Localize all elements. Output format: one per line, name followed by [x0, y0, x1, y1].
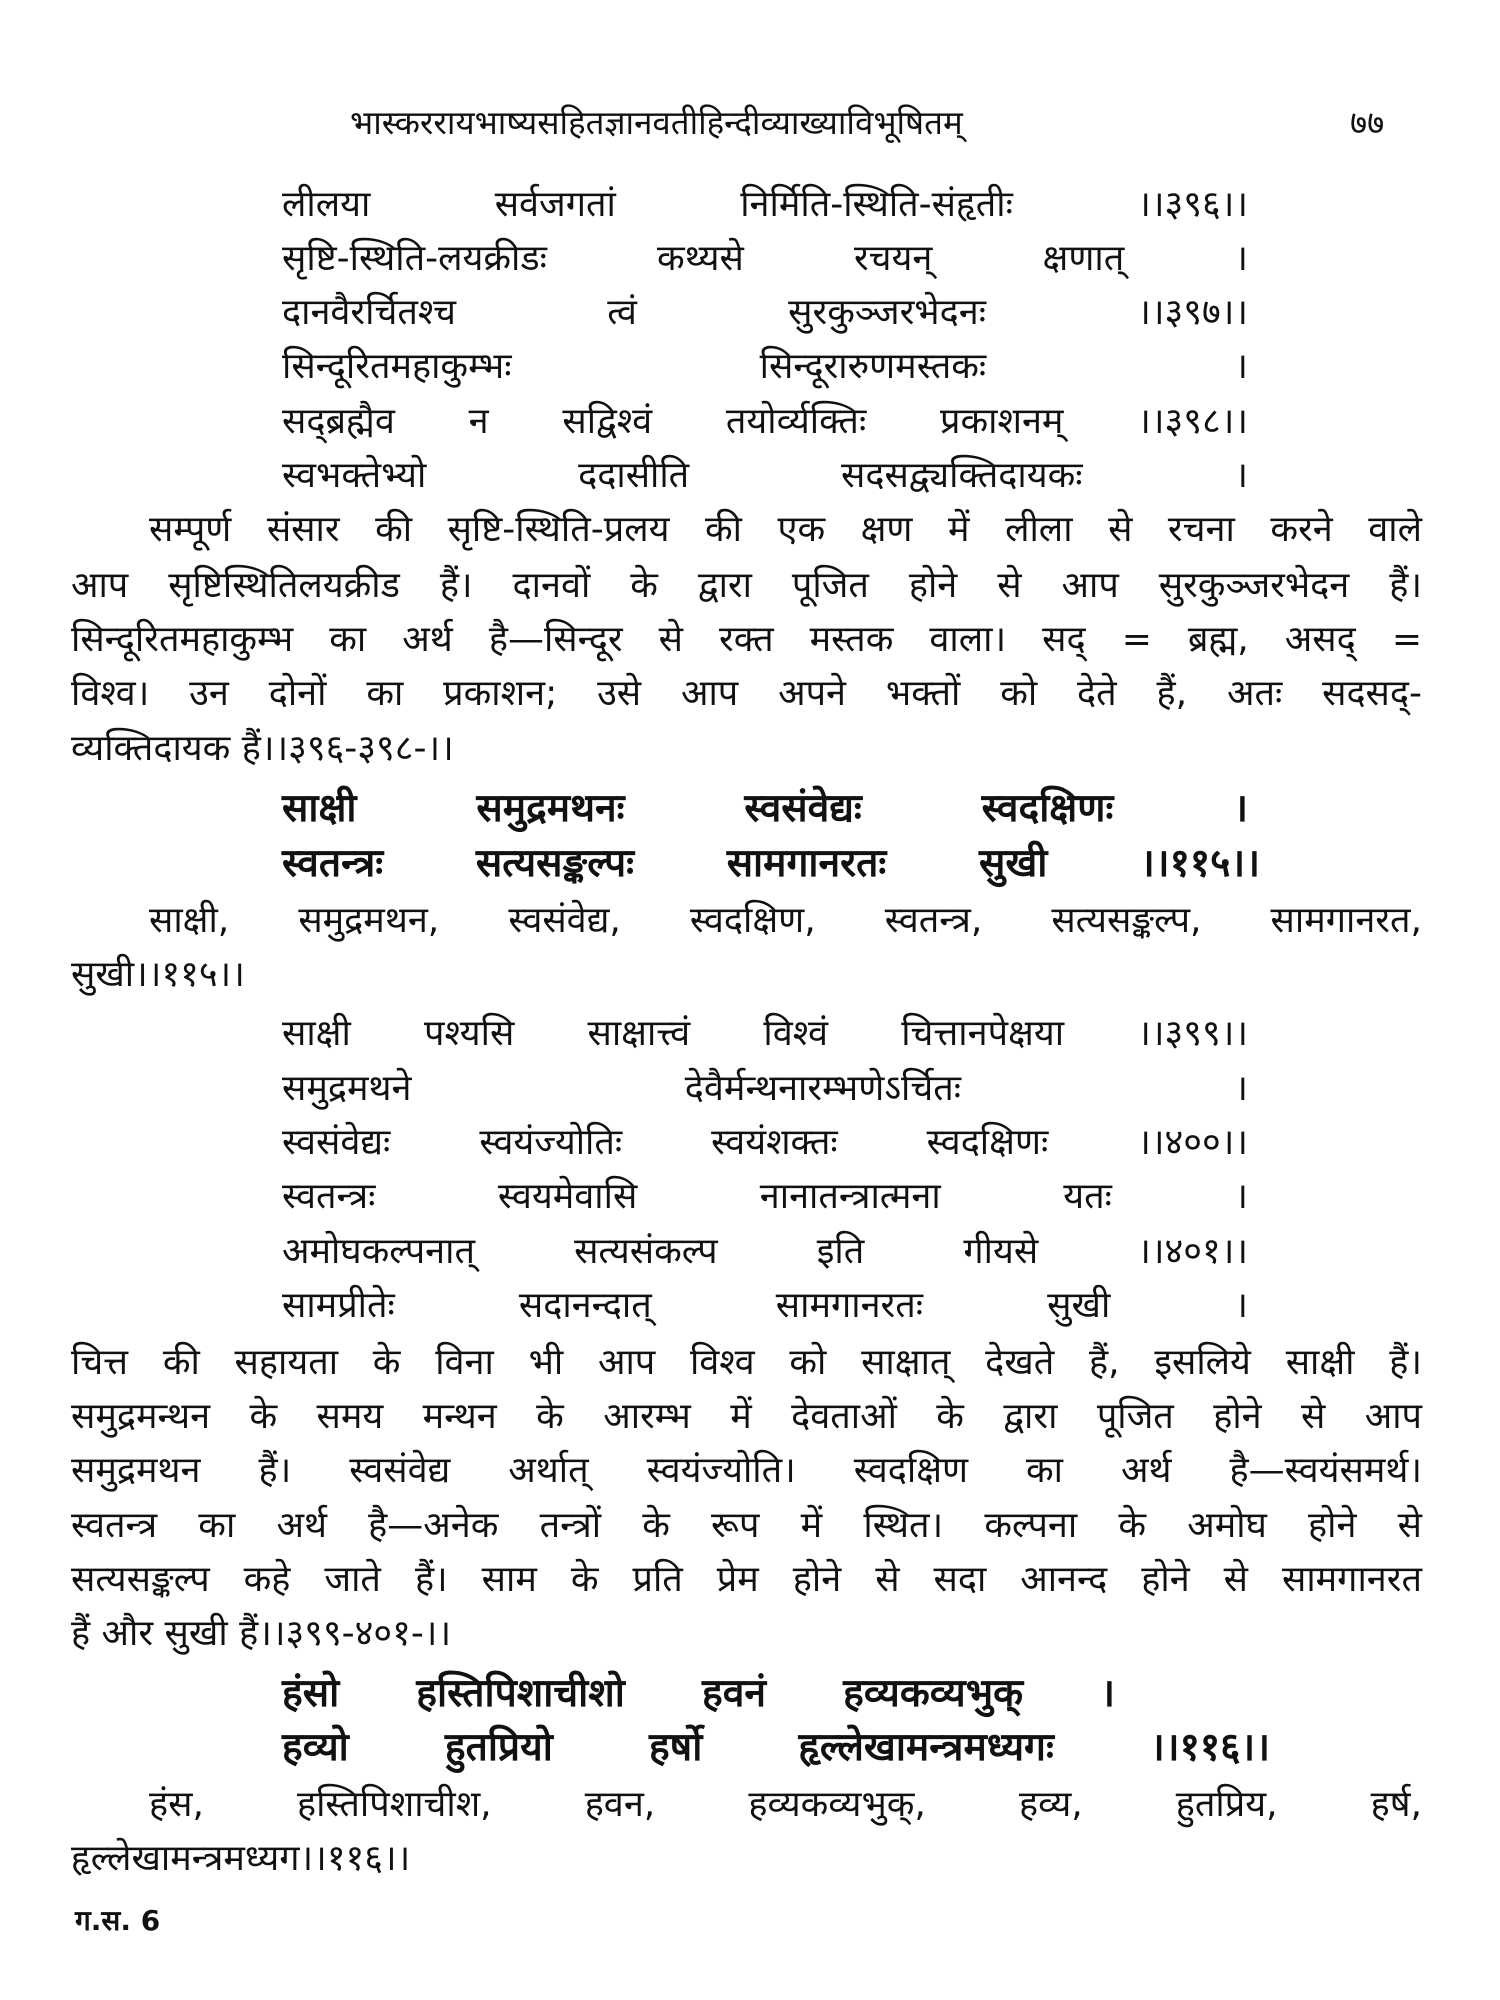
verse-line: सामप्रीतेः सदानन्दात् सामगानरतः सुखी ।	[282, 1285, 1248, 1326]
paragraph-line: साक्षी, समुद्रमथन, स्वसंवेद्य, स्वदक्षिण, स्वतन्त्र, सत्यसङ्कल्प, सामगानरत,	[149, 900, 1422, 941]
footer-signature: ग.स. 6	[75, 1904, 161, 1937]
verse-line: सद्ब्रह्मैव न सद्विश्वं तयोर्व्यक्तिः प्रकाशनम् ।।३९८।।	[282, 401, 1248, 442]
paragraph-line: हृल्लेखामन्त्रमध्यग।।११६।।	[71, 1838, 411, 1879]
paragraph-line: चित्त की सहायता के विना भी आप विश्व को साक्षात् देखते हैं, इसलिये साक्षी हैं।	[71, 1342, 1422, 1383]
mantra-line: साक्षी समुद्रमथनः स्वसंवेद्यः स्वदक्षिणः ।	[282, 786, 1248, 831]
paragraph-line: सिन्दूरितमहाकुम्भ का अर्थ है—सिन्दूर से रक्त मस्तक वाला। सद् = ब्रह्म, असद् =	[71, 619, 1422, 660]
paragraph-line: सम्पूर्ण संसार की सृष्टि-स्थिति-प्रलय की एक क्षण में लीला से रचना करने वाले	[149, 509, 1422, 550]
mantra-line: हंसो हस्तिपिशाचीशो हवनं हव्यकव्यभुक् ।	[282, 1671, 1115, 1716]
verse-line: स्वसंवेद्यः स्वयंज्योतिः स्वयंशक्तः स्वदक्षिणः ।।४००।।	[282, 1122, 1248, 1163]
verse-line: समुद्रमथने देवैर्मन्थनारम्भणेऽर्चितः ।	[282, 1068, 1248, 1109]
paragraph-line: हंस, हस्तिपिशाचीश, हवन, हव्यकव्यभुक्, हव्य, हुतप्रिय, हर्ष,	[149, 1784, 1422, 1825]
paragraph-line: समुद्रमन्थन के समय मन्थन के आरम्भ में देवताओं के द्वारा पूजित होने से आप	[71, 1396, 1422, 1437]
verse-line: अमोघकल्पनात् सत्यसंकल्प इति गीयसे ।।४०१।।	[282, 1231, 1248, 1272]
verse-line: लीलया सर्वजगतां निर्मिति-स्थिति-संहृतीः ।।३९६।।	[282, 184, 1248, 225]
verse-line: दानवैरर्चितश्च त्वं सुरकुञ्जरभेदनः ।।३९७।।	[282, 292, 1248, 333]
mantra-line: स्वतन्त्रः सत्यसङ्कल्पः सामगानरतः सुखी ।।११५।।	[282, 841, 1260, 886]
verse-line: सृष्टि-स्थिति-लयक्रीडः कथ्यसे रचयन् क्षणात् ।	[282, 238, 1248, 279]
verse-line: साक्षी पश्यसि साक्षात्त्वं विश्वं चित्तानपेक्षया ।।३९९।।	[282, 1013, 1248, 1054]
verse-line: स्वतन्त्रः स्वयमेवासि नानातन्त्रात्मना यतः ।	[282, 1176, 1248, 1217]
paragraph-line: आप सृष्टिस्थितिलयक्रीड हैं। दानवों के द्वारा पूजित होने से आप सुरकुञ्जरभेदन हैं।	[71, 565, 1422, 606]
paragraph-line: व्यक्तिदायक हैं।।३९६-३९८-।।	[71, 728, 454, 769]
page-number: ७७	[1350, 103, 1385, 142]
paragraph-line: विश्व। उन दोनों का प्रकाशन; उसे आप अपने भक्तों को देते हैं, अतः सदसद्-	[71, 673, 1422, 714]
paragraph-line: सुखी।।११५।।	[71, 954, 245, 995]
paragraph-line: स्वतन्त्र का अर्थ है—अनेक तन्त्रों के रूप में स्थित। कल्पना के अमोघ होने से	[71, 1505, 1422, 1546]
verse-line: सिन्दूरितमहाकुम्भः सिन्दूरारुणमस्तकः ।	[282, 346, 1248, 387]
paragraph-line: हैं और सुखी हैं।।३९९-४०१-।।	[71, 1613, 452, 1654]
paragraph-line: समुद्रमथन हैं। स्वसंवेद्य अर्थात् स्वयंज्योति। स्वदक्षिण का अर्थ है—स्वयंसमर्थ।	[71, 1450, 1422, 1491]
mantra-line: हव्यो हुतप्रियो हर्षो हृल्लेखामन्त्रमध्यगः ।।११६।।	[282, 1725, 1270, 1770]
verse-line: स्वभक्तेभ्यो ददासीति सदसद्व्यक्तिदायकः ।	[282, 455, 1248, 496]
header-title: भास्कररायभाष्यसहितज्ञानवतीहिन्दीव्याख्याविभूषितम्	[350, 103, 963, 142]
paragraph-line: सत्यसङ्कल्प कहे जाते हैं। साम के प्रति प्रेम होने से सदा आनन्द होने से सामगानरत	[71, 1559, 1422, 1600]
